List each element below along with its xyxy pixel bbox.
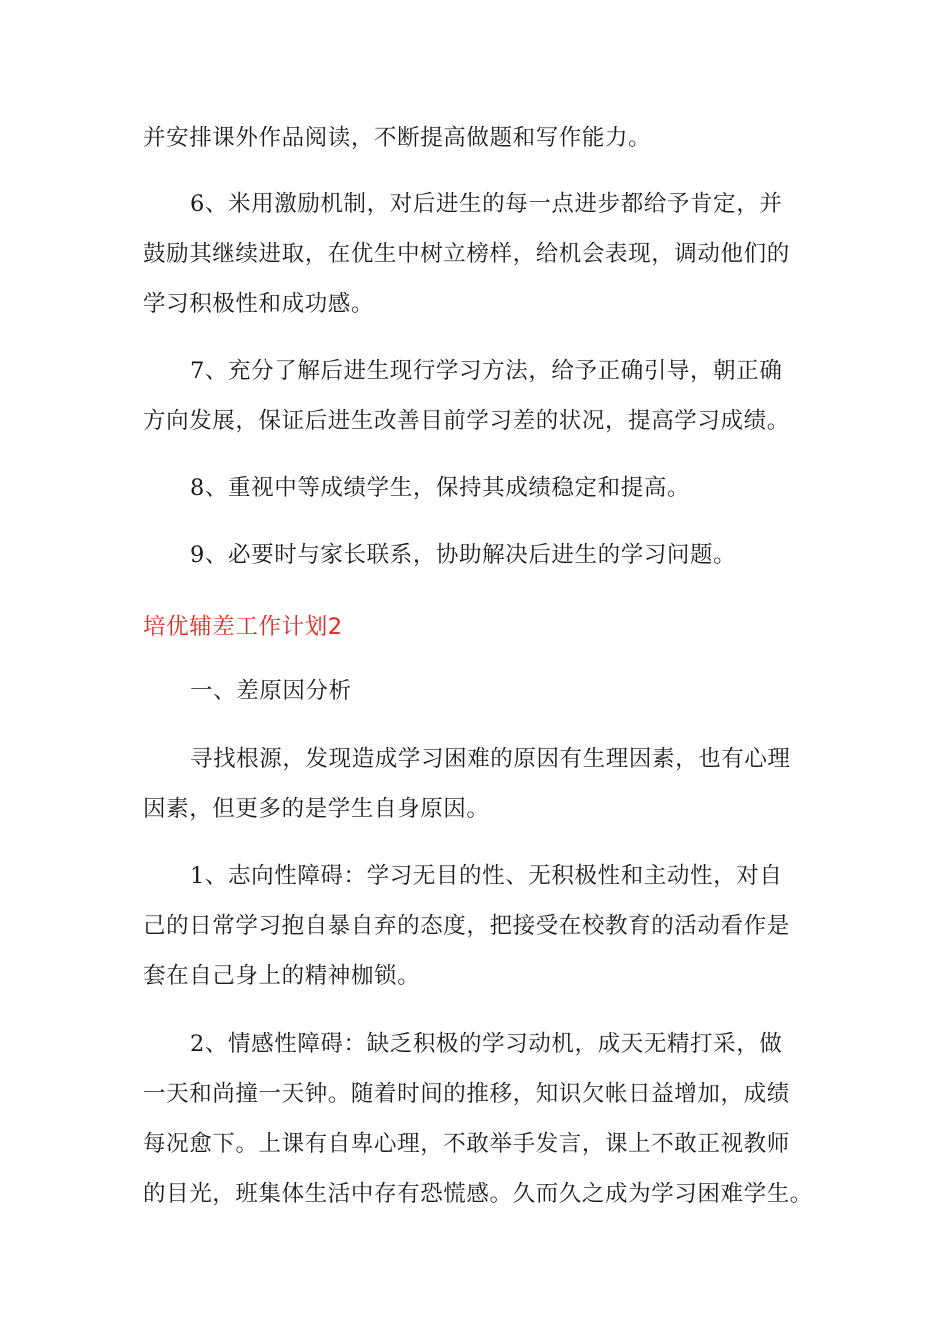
paragraph-line: 7、充分了解后进生现行学习方法，给予正确引导，朝正确 (190, 358, 783, 384)
paragraph-line: 因素，但更多的是学生自身原因。 (143, 796, 490, 822)
paragraph-line: 2、情感性障碍：缺乏积极的学习动机，成天无精打采，做 (190, 1031, 783, 1057)
paragraph-line: 每况愈下。上课有自卑心理，不敢举手发言，课上不敢正视教师 (143, 1131, 790, 1157)
paragraph-line: 方向发展，保证后进生改善目前学习差的状况，提高学习成绩。 (143, 408, 790, 434)
paragraph-line: 学习积极性和成功感。 (143, 291, 375, 317)
paragraph-line: 9、必要时与家长联系，协助解决后进生的学习问题。 (190, 542, 737, 568)
paragraph-line: 6、米用激励机制，对后进生的每一点进步都给予肯定，并 (190, 191, 783, 217)
paragraph-line: 的目光，班集体生活中存有恐慌感。久而久之成为学习困难学生。 (143, 1181, 813, 1207)
section-title: 培优辅差工作计划2 (143, 614, 343, 640)
paragraph-line: 1、志向性障碍：学习无目的性、无积极性和主动性，对自 (190, 863, 783, 889)
paragraph-line: 己的日常学习抱自暴自弃的态度，把接受在校教育的活动看作是 (143, 913, 790, 939)
paragraph-line: 8、重视中等成绩学生，保持其成绩稳定和提高。 (190, 475, 691, 501)
subsection-heading: 一、差原因分析 (190, 678, 352, 704)
paragraph-line: 鼓励其继续进取，在优生中树立榜样，给机会表现，调动他们的 (143, 241, 790, 267)
paragraph-line: 一天和尚撞一天钟。随着时间的推移，知识欠帐日益增加，成绩 (143, 1081, 790, 1107)
paragraph-line: 套在自己身上的精神枷锁。 (143, 963, 421, 989)
paragraph-line: 并安排课外作品阅读，不断提高做题和写作能力。 (143, 125, 652, 151)
paragraph-line: 寻找根源，发现造成学习困难的原因有生理因素，也有心理 (190, 746, 791, 772)
